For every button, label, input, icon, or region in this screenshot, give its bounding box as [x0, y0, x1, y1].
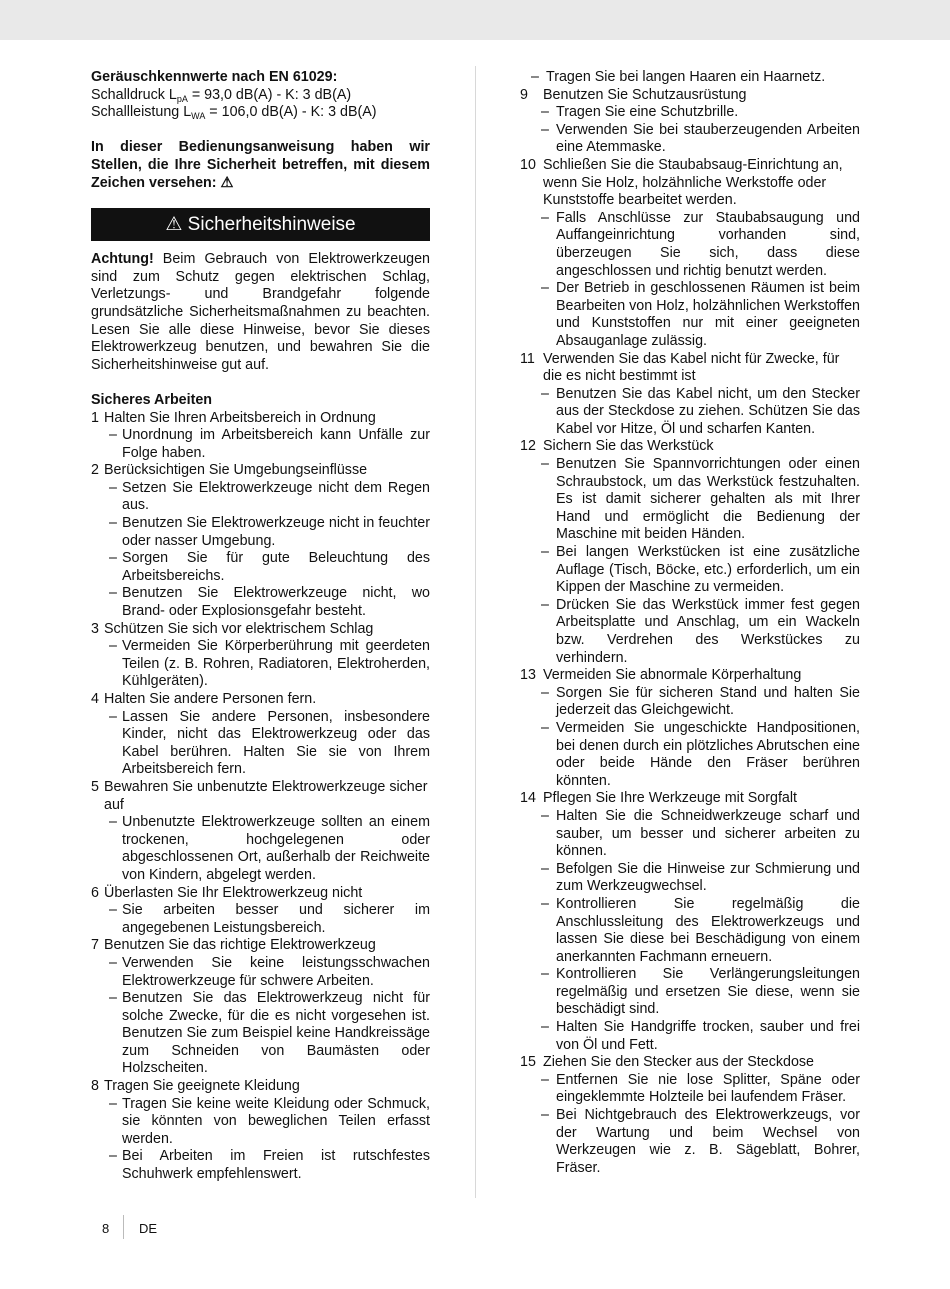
- list-subitem: – Halten Sie Handgriffe trocken, sauber und frei von Öl und Fett.: [541, 1019, 860, 1053]
- list-subitem: – Lassen Sie andere Personen, insbesondere Kinder, nicht das Elektrowerkzeug oder das Kabel berühren. Halten Sie sie von Ihrem Arbeitsbereich fern.: [109, 708, 430, 778]
- list-item: [91, 621, 430, 639]
- list-subitem: – Tragen Sie keine weite Kleidung oder Schmuck, sie könnten von beweglichen Teilen erfasst werden.: [109, 1095, 430, 1147]
- list-subitem: – Benutzen Sie Elektrowerkzeuge nicht, wo Brand- oder Explosionsgefahr besteht.: [109, 585, 430, 620]
- list-item: [91, 410, 430, 428]
- intro-paragraph: [91, 251, 430, 374]
- item-title: Halten Sie Ihren Arbeitsbereich in Ordnung: [104, 409, 376, 426]
- section-heading: Sicheres Arbeiten: [91, 391, 213, 408]
- sound-pressure-line: Schalldruck $L_{pA} = 93,0$ dB(A) - K: 3 dB(A): [91, 86, 352, 104]
- list-subitem: – Kontrollieren Sie Verlängerungsleitungen regelmäßig und ersetzen Sie diese, wenn sie beschädigt sind.: [541, 966, 860, 1018]
- list-subitem: – Tragen Sie eine Schutzbrille.: [541, 104, 739, 121]
- item-title: Sichern Sie das Werkstück: [543, 438, 714, 455]
- list-item: [91, 1078, 430, 1096]
- intro-text: Beim Gebrauch von Elektrowerkzeugen sind zum Schutz gegen elektrischen Schlag, Verletzungs- und Brandgefahr folgende grundsätzliche Sicherheitsmaßnahmen zu beachten. Lesen Sie alle diese Hinweise, bevor Sie dieses Elektrowerkzeug benutzen, und bewahren Sie die Sicherheitshinweise gut auf.: [91, 251, 430, 373]
- safety-notice: In dieser Bedienungsanweisung haben wir Stellen, die Ihre Sicherheit betreffen, mit diesem Zeichen versehen: ⚠: [91, 139, 430, 191]
- item-title: Überlasten Sie Ihr Elektrowerkzeug nicht: [104, 884, 363, 901]
- top-bar: [0, 0, 950, 40]
- language-code: DE: [139, 1221, 158, 1236]
- list-subitem: – Kontrollieren Sie regelmäßig die Anschlussleitung des Elektrowerkzeugs und lassen Sie diese bei Beschädigung von einem anerkannten Fachmann erneuern.: [541, 895, 860, 965]
- list-item: [520, 438, 860, 456]
- list-item: [91, 937, 430, 955]
- item-number: 15: [520, 1054, 536, 1071]
- list-subitem: – Vermeiden Sie ungeschickte Handpositionen, bei denen durch ein plötzliches Abrutschen eine oder beide Hände den Fräser berühren könnten.: [541, 719, 860, 789]
- item-title: Bewahren Sie unbenutzte Elektrowerkzeuge sicher auf: [104, 778, 428, 813]
- page-number: 8: [102, 1221, 110, 1236]
- item-number: 6: [91, 884, 99, 901]
- list-subitem: – Setzen Sie Elektrowerkzeuge nicht dem Regen aus.: [109, 479, 430, 514]
- list-subitem: – Unordnung im Arbeitsbereich kann Unfälle zur Folge haben.: [109, 427, 430, 461]
- list-subitem: – Benutzen Sie Elektrowerkzeuge nicht in feuchter oder nasser Umgebung.: [109, 515, 430, 549]
- item-title: Verwenden Sie das Kabel nicht für Zwecke, für die es nicht bestimmt ist: [543, 350, 840, 385]
- item-number: 1: [91, 409, 99, 426]
- item-number: 14: [520, 790, 536, 807]
- list-item: [91, 779, 430, 814]
- item-title: Schließen Sie die Staubabsaug-Einrichtung an, wenn Sie Holz, holzähnliche Werkstoffe oder Kunststoffe bearbeitet werden.: [543, 156, 843, 209]
- list-item: [520, 87, 860, 105]
- item-number: 3: [91, 620, 99, 637]
- item-number: 7: [91, 937, 99, 954]
- list-item: [91, 462, 430, 480]
- item-title: Ziehen Sie den Stecker aus der Steckdose: [543, 1054, 815, 1071]
- list-subitem: – Sorgen Sie für gute Beleuchtung des Arbeitsbereichs.: [109, 550, 430, 584]
- list-subitem: – Bei Arbeiten im Freien ist rutschfestes Schuhwerk empfehlenswert.: [109, 1148, 430, 1183]
- list-subitem: – Verwenden Sie keine leistungsschwachen Elektrowerkzeuge für schwere Arbeiten.: [109, 954, 430, 989]
- list-subitem: – Benutzen Sie das Kabel nicht, um den Stecker aus der Steckdose zu ziehen. Schützen Sie das Kabel vor Hitze, Öl und scharfen Kanten.: [541, 385, 860, 437]
- list-subitem: – Befolgen Sie die Hinweise zur Schmierung und zum Werkzeugwechsel.: [541, 860, 860, 895]
- list-item: [520, 667, 860, 685]
- item-title: Benutzen Sie das richtige Elektrowerkzeug: [104, 937, 376, 954]
- item-number: 5: [91, 778, 99, 795]
- list-subitem: – Halten Sie die Schneidwerkzeuge scharf und sauber, um besser und sicherer arbeiten zu können.: [541, 807, 860, 860]
- list-item: [520, 1054, 860, 1072]
- item-number: 9: [520, 86, 528, 103]
- list-subitem: – Benutzen Sie Spannvorrichtungen oder einen Schraubstock, um das Werkstück festzuhalten. Es ist damit sicherer gehalten als mit Ihrer Hand und ermöglicht die Bedienung der Maschine mit beiden Händen.: [541, 456, 860, 543]
- list-subitem: – Entfernen Sie nie lose Splitter, Späne oder eingeklemmte Holzteile bei laufendem Fräser.: [541, 1071, 860, 1106]
- left-column: [91, 69, 430, 1184]
- list-item: [520, 157, 860, 210]
- item-title: Tragen Sie geeignete Kleidung: [104, 1078, 300, 1095]
- safety-list-right: [520, 87, 860, 1178]
- list-item: [91, 885, 430, 903]
- item-number: 2: [91, 462, 99, 479]
- list-subitem: – Unbenutzte Elektrowerkzeuge sollten an einem trockenen, hochgelegenen oder abgeschlossenen Ort, außerhalb der Reichweite von Kindern, abgelegt werden.: [109, 814, 430, 883]
- item-title: Pflegen Sie Ihre Werkzeuge mit Sorgfalt: [543, 790, 798, 807]
- list-subitem: – Bei langen Werkstücken ist eine zusätzliche Auflage (Tisch, Böcke, etc.) erforderlich, um ein Kippen der Maschine zu vermeiden.: [541, 544, 860, 596]
- item-number: 8: [91, 1078, 99, 1095]
- list-subitem: – Verwenden Sie bei stauberzeugenden Arbeiten eine Atemmaske.: [541, 121, 860, 156]
- list-subitem: – Drücken Sie das Werkstück immer fest gegen Arbeitsplatte und Anschlag, um ein Wackeln bzw. Verdrehen des Werkstückes zu verhindern.: [541, 596, 860, 666]
- item-title: Vermeiden Sie abnormale Körperhaltung: [543, 667, 802, 684]
- list-subitem: – Falls Anschlüsse zur Staubabsaugung und Auffangeinrichtung vorhanden sind, überzeugen Sie sich, dass diese angeschlossen und richtig benutzt werden.: [541, 209, 860, 279]
- list-subitem: – Benutzen Sie das Elektrowerkzeug nicht für solche Zwecke, für die es nicht vorgesehen ist. Benutzen Sie zum Beispiel keine Handkreissäge zum Schneiden von Baumästen oder Holzscheiten.: [109, 990, 430, 1077]
- item-number: 10: [520, 156, 536, 173]
- column-divider: [475, 66, 476, 1198]
- safety-list-left: [91, 410, 430, 1184]
- list-item: [520, 351, 860, 386]
- list-subitem: – Bei Nichtgebrauch des Elektrowerkzeugs, vor der Wartung und beim Wechsel von Werkzeugen wie z. B. Sägeblatt, Bohrer, Fräser.: [541, 1107, 860, 1176]
- safety-banner: ⚠ Sicherheitshinweise: [91, 208, 430, 241]
- list-subitem: – Sorgen Sie für sicheren Stand und halten Sie jederzeit das Gleichgewicht.: [541, 684, 860, 719]
- list-item: [520, 790, 860, 808]
- item-number: 13: [520, 667, 536, 684]
- list-item: [91, 691, 430, 709]
- item-number: 12: [520, 438, 536, 455]
- item-title: Benutzen Sie Schutzausrüstung: [543, 86, 747, 103]
- sound-power-line: Schallleistung $L_{WA} = 106,0$ dB(A) - K: 3 dB(A): [91, 104, 377, 122]
- intro-lead: Achtung!: [91, 251, 154, 268]
- list-subitem: – Vermeiden Sie Körperberührung mit geerdeten Teilen (z. B. Rohren, Radiatoren, Elektroherden, Kühlgeräten).: [109, 638, 430, 690]
- item-number: 11: [520, 350, 535, 367]
- item-title: Schützen Sie sich vor elektrischem Schlag: [104, 620, 374, 637]
- noise-heading: Geräuschkennwerte nach EN 61029:: [91, 69, 338, 85]
- right-column: [520, 69, 860, 1177]
- item-title: Berücksichtigen Sie Umgebungseinflüsse: [104, 462, 368, 479]
- list-subitem: – Tragen Sie bei langen Haaren ein Haarnetz.: [531, 69, 826, 85]
- list-subitem: – Der Betrieb in geschlossenen Räumen ist beim Bearbeiten von Holz, holzähnlichen Werkstoffen und Kunststoffen nur mit einer geeigneten Absauganlage zulässig.: [541, 280, 860, 349]
- item-number: 4: [91, 691, 99, 707]
- list-subitem: – Sie arbeiten besser und sicherer im angegebenen Leistungsbereich.: [109, 902, 430, 936]
- footer-divider: [123, 1215, 124, 1239]
- item-title: Halten Sie andere Personen fern.: [104, 691, 317, 707]
